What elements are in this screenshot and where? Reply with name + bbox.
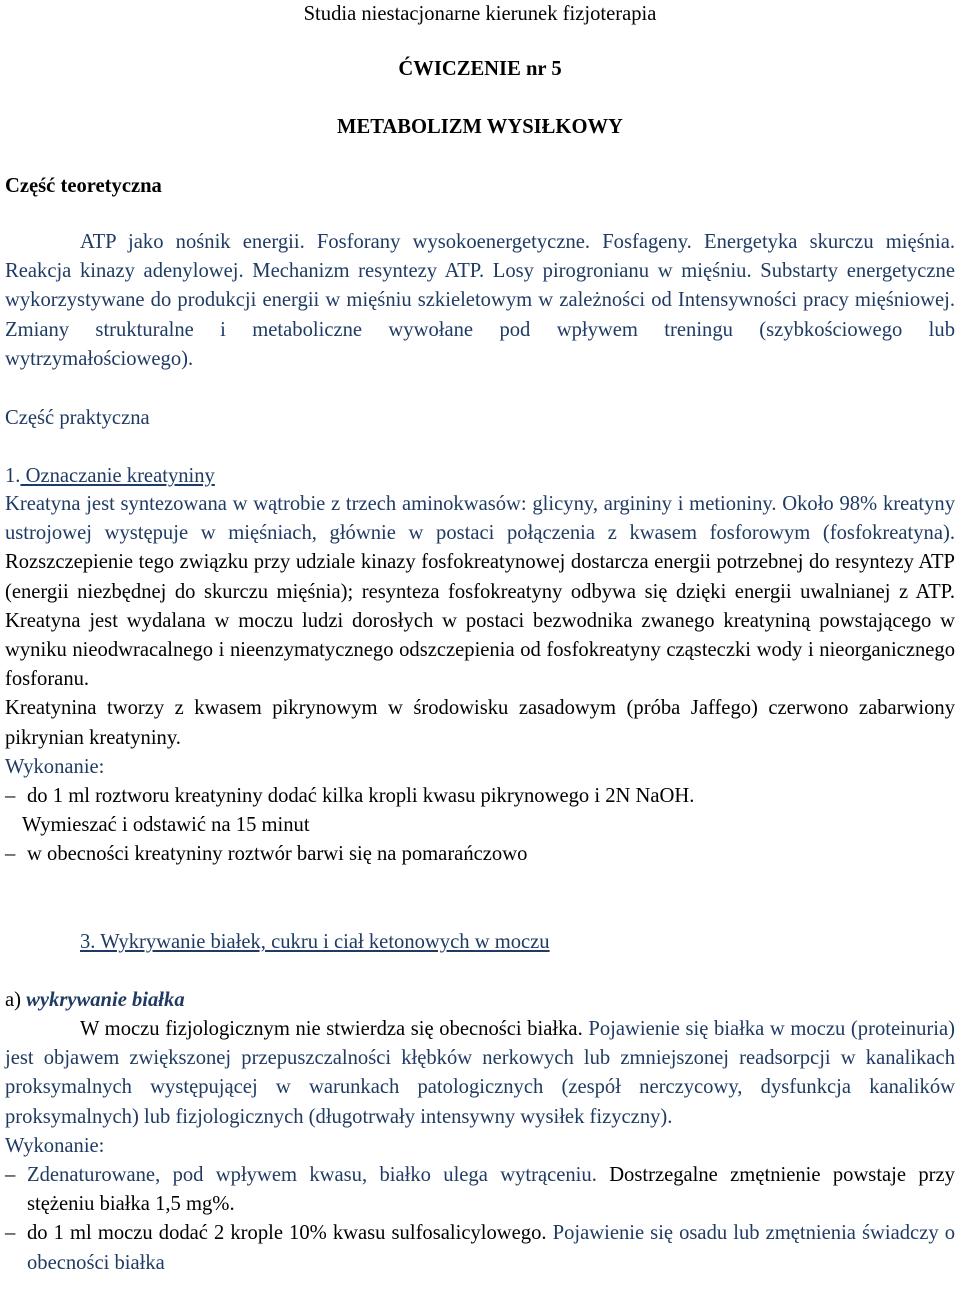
subsection-a-heading <box>5 986 955 1015</box>
subsection-a-step-2 <box>5 1219 955 1277</box>
theory-text-b: Substarty energetyczne wykorzystywane do produkcji energii w mięśniu szkieletowym w zależności od Intensywności pracy mięśniowej. Zmiany strukturalne i metaboliczne wywołane pod wpływem treningu (szybkościowego lub wytrzymałościowego). <box>5 260 955 370</box>
creatine-details: Rozszczepienie tego związku przy udziale kinazy fosfokreatynowej dostarcza energii potrzebnej do resyntezy ATP (energii niezbędnej do skurczu mięśnia); resynteza fosfokreatyny odbywa się dzięki energii uwalnianej z ATP. Kreatyna jest wydalana w moczu ludzi dorosłych w postaci bezwodnika zwanego kreatyniną powstającego w wyniku nieodwracalnego i nieenzymatycznego odszczepienia od fosfokreatyny cząsteczki wody i nieorganicznego fosforanu. <box>5 551 955 691</box>
sulfosalicylic-text: do 1 ml moczu dodać 2 krople 10% kwasu sulfosalicylowego. <box>27 1222 553 1245</box>
dash-marker: – <box>5 843 16 866</box>
proteinuria-text: Pojawienie się białka w moczu (proteinuria) jest objawem zwiększonej przepuszczalności kłębków nerkowych lub zmniejszonej readsorpcji w kanalikach proksymalnych występującej w warunkach patologicznych (zespół nerczycowy, dysfunkcja kanalików proksymalnych) lub fizjologicznych (długotrwały intensywny wysiłek fizyczny). <box>5 1018 955 1128</box>
precipitate-text: Pojawienie się osadu lub zmętnienia świadczy o obecności białka <box>27 1222 955 1274</box>
step-1-continued: Wymieszać i odstawić na 15 minut <box>22 814 310 837</box>
section-1-heading <box>5 462 955 491</box>
subsection-a-step-1 <box>5 1161 955 1219</box>
course-header: Studia niestacjonarne kierunek fizjoterapia <box>303 3 657 25</box>
practice-heading: Część praktyczna <box>5 407 150 429</box>
step-1-text: do 1 ml roztworu kreatyniny dodać kilka kropli kwasu pikrynowego i 2N NaOH. <box>27 785 695 808</box>
theory-text-a: ATP jako nośnik energii. Fosforany wysokoenergetyczne. Fosfageny. Energetyka skurczu mięśnia. Reakcja kinazy adenylowej. Mechanizm resyntezy ATP. Losy pirogronianu w mięśniu. <box>5 231 955 283</box>
jaffe-reaction: Kreatynina tworzy z kwasem pikrynowym w środowisku zasadowym (próba Jaffego) czerwono zabarwiony pikrynian kreatyniny. <box>5 697 955 749</box>
section-1-wykonanie: Wykonanie: <box>5 755 105 778</box>
subsection-a-title: wykrywanie białka <box>26 989 185 1011</box>
section-1-body <box>5 490 955 870</box>
protein-intro: W moczu fizjologicznym nie stwierdza się obecności białka. <box>80 1018 589 1040</box>
section-3-heading: 3. Wykrywanie białek, cukru i ciał ketonowych w moczu <box>80 931 550 953</box>
exercise-title: ĆWICZENIE nr 5 <box>398 58 562 80</box>
theory-paragraph <box>5 228 955 374</box>
section-1-title: Oznaczanie kreatyniny <box>20 465 215 487</box>
theory-heading: Część teoretyczna <box>5 175 162 197</box>
subsection-a-letter: a) <box>5 989 27 1011</box>
dash-marker: – <box>5 785 16 808</box>
turbidity-text: Dostrzegalne zmętnienie powstaje przy stężeniu białka 1,5 mg%. <box>27 1164 955 1216</box>
denaturation-text: Zdenaturowane, pod wpływem kwasu, białko ulega wytrąceniu. <box>27 1164 610 1187</box>
section-1-number: 1. <box>5 465 21 487</box>
dash-marker: – <box>5 1222 16 1245</box>
step-2-text: w obecności kreatyniny roztwór barwi się na pomarańczowo <box>27 843 528 866</box>
dash-marker: – <box>5 1164 16 1187</box>
section-1-step-1 <box>5 782 955 811</box>
subsection-a-body <box>5 1015 955 1278</box>
creatine-intro: Kreatyna jest syntezowana w wątrobie z trzech aminokwasów: glicyny, argininy i metioniny. Około 98% kreatyny ustrojowej występuje w mięśniach, głównie w postaci połączenia z kwasem fosforowym (fosfokreatyna). <box>5 493 955 545</box>
subsection-a-wykonanie: Wykonanie: <box>5 1134 105 1157</box>
section-1-step-2 <box>5 840 955 869</box>
main-title: METABOLIZM WYSIŁKOWY <box>337 116 623 138</box>
